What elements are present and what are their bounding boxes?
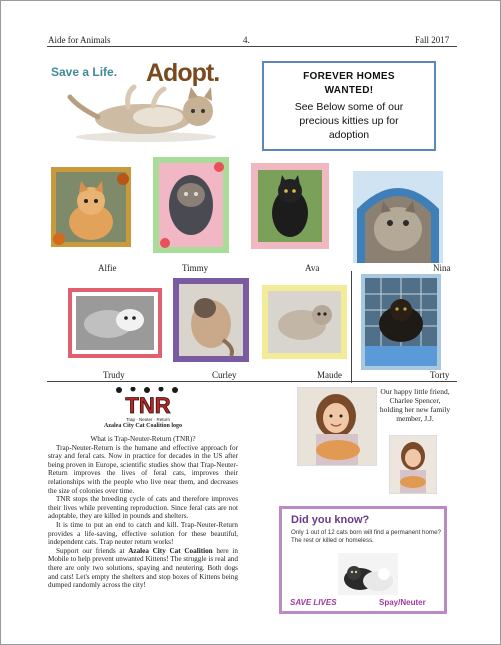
pet-name-nina: Nina [433, 263, 451, 273]
forever-homes-text: See Below some of our precious kitties up for adoption [294, 101, 404, 141]
pet-photo-ava [251, 163, 329, 249]
pet-name-maude: Maude [317, 370, 342, 380]
column-divider [351, 271, 352, 383]
pet-photo-trudy [68, 288, 162, 358]
photo-girl-with-kitten [297, 387, 377, 466]
photo-caption: Our happy little friend, Charlee Spencer, holding her new family member, J.J. [379, 387, 451, 423]
header-issue-date: Fall 2017 [415, 35, 450, 45]
spay-neuter-label: Spay/Neuter [379, 598, 426, 607]
save-lives-label: SAVE LIVES [290, 598, 337, 607]
section-rule [47, 381, 457, 382]
pet-name-timmy: Timmy [182, 263, 209, 273]
forever-homes-box [262, 61, 436, 151]
pet-name-alfie: Alfie [98, 263, 117, 273]
article-question: What is Trap-Neuter-Return (TNR)? [90, 435, 196, 443]
did-you-know-box [279, 506, 447, 614]
pet-name-trudy: Trudy [103, 370, 125, 380]
photo-girl-with-kitten-small [389, 435, 437, 494]
pet-name-curley: Curley [212, 370, 237, 380]
pet-photo-timmy [153, 157, 229, 253]
tnr-logo [111, 387, 185, 423]
kittens-image [338, 553, 398, 595]
article-paragraph: Support our friends at Azalea City Cat Coalition here in Mobile to help prevent unwanted Kittens! The struggle is real and there are only two solutions, spaying and neutering. Both dogs and cats! Let's empty the shelters and stop boxes of Kittens being dumped randomly across the city! [48, 546, 238, 590]
header-rule [47, 46, 457, 47]
banner-adopt-text: Adopt. [146, 59, 220, 87]
pet-photo-nina [353, 171, 443, 263]
pet-name-torty: Torty [430, 370, 450, 380]
pet-photo-curley [173, 278, 249, 362]
header-publication: Aide for Animals [48, 35, 111, 45]
header-page-number: 4. [243, 35, 250, 45]
tnr-logo-text: TNR [125, 393, 171, 418]
did-you-know-title: Did you know? [291, 514, 370, 526]
tnr-article [48, 435, 238, 590]
pet-name-ava: Ava [305, 263, 320, 273]
org-name: Azalea City Cat Coalition [128, 546, 213, 555]
forever-homes-title: FOREVER HOMES WANTED! [303, 71, 395, 96]
pet-photo-torty [361, 274, 441, 370]
article-paragraph: Trap-Neuter-Return is the humane and effective approach for stray and feral cats. Now in practice for decades in the US after being proven in Europe, scientific studies show that Trap-Neuter-Return improves the lives of feral cats, improves their relationships with the people who live near them, and decreases the size of colonies over time. [48, 443, 238, 495]
tnr-logo-caption: Azalea City Cat Coalition logo [104, 423, 182, 429]
banner-save-text: Save a Life. [51, 65, 118, 79]
adopt-banner [48, 59, 224, 143]
article-paragraph: It is time to put an end to catch and kill. Trap-Neuter-Return provides a life-saving, effective solution for these beautiful, independent cats. Trap neuter return works! [48, 520, 238, 547]
article-paragraph: TNR stops the breeding cycle of cats and therefore improves their lives while preventing reproduction. Since feral cats are not adoptable, they are killed in pounds and shelters. [48, 495, 238, 521]
pet-photo-alfie [51, 167, 131, 247]
did-you-know-text: Only 1 out of 12 cats born will find a permanent home? The rest or killed or homeless. [291, 529, 441, 544]
tnr-logo-subtext: Trap · Neuter · Return [125, 417, 171, 422]
pet-photo-maude [262, 285, 347, 359]
